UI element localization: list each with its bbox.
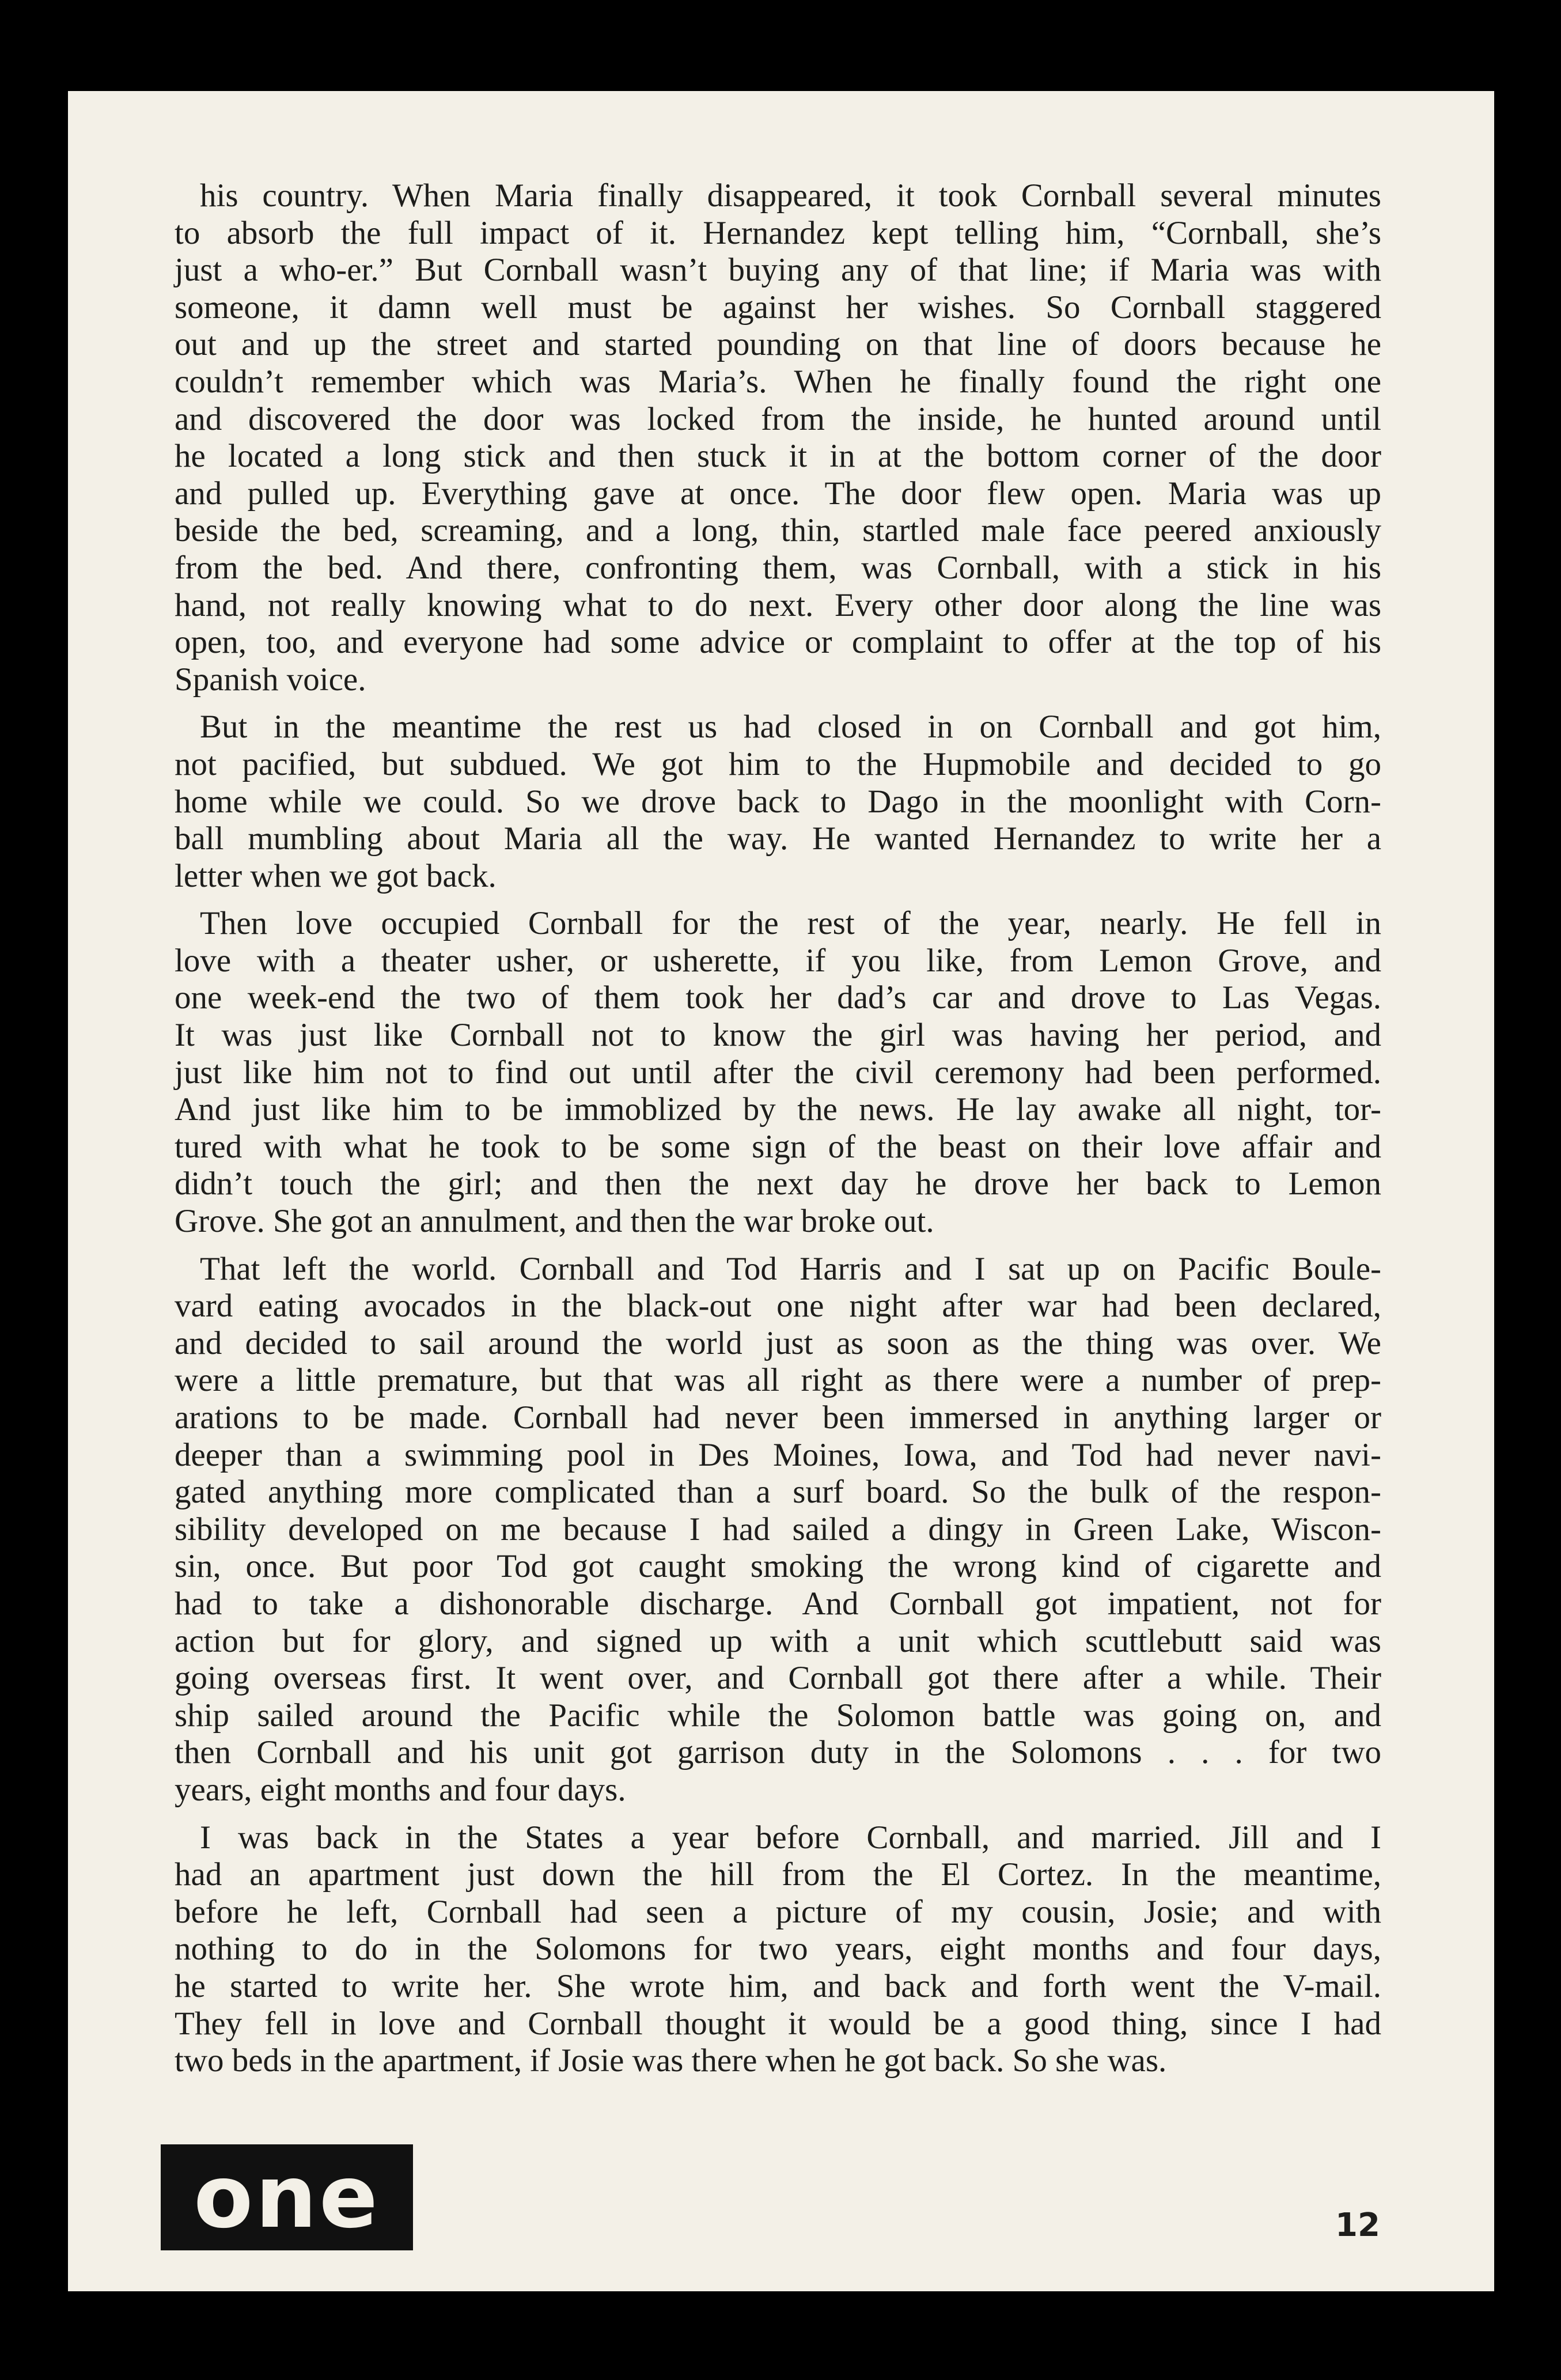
text-line: sibility developed on me because I had sailed a dingy in Green Lake, Wiscon- [175,1511,1381,1547]
text-line: couldn’t remember which was Maria’s. When he finally found the right one [175,363,1381,400]
text-line: nothing to do in the Solomons for two years, eight months and four days, [175,1931,1381,1967]
text-line: he located a long stick and then stuck it in at the bottom corner of the door [175,438,1381,475]
text-line: gated anything more complicated than a surf board. So the bulk of the respon- [175,1474,1381,1511]
text-line: They fell in love and Cornball thought it would be a good thing, since I had [175,2005,1381,2042]
paragraph [175,905,1381,1240]
text-line: Grove. She got an annulment, and then the war broke out. [175,1203,934,1240]
text-line: It was just like Cornball not to know the girl was having her period, and [175,1017,1381,1054]
text-line: someone, it damn well must be against her wishes. So Cornball staggered [175,289,1381,326]
text-line: and discovered the door was locked from the inside, he hunted around until [175,400,1381,437]
text-line: ball mumbling about Maria all the way. He wanted Hernandez to write her a [175,820,1381,857]
page-number: 12 [1335,2207,1380,2244]
text-line: going overseas first. It went over, and Cornball got there after a while. Their [175,1660,1381,1697]
logo-text: one [194,2147,380,2247]
text-line: letter when we got back. [175,857,497,894]
text-line: But in the meantime the rest us had closed in on Cornball and got him, [200,709,1381,746]
text-line: ship sailed around the Pacific while the Solomon battle was going on, and [175,1697,1381,1734]
text-line: love with a theater usher, or usherette, if you like, from Lemon Grove, and [175,942,1381,979]
text-line: hand, not really knowing what to do next. Every other door along the line was [175,587,1381,623]
text-line: arations to be made. Cornball had never been immersed in anything larger or [175,1399,1381,1436]
paragraph [175,1251,1381,1809]
magazine-logo [161,2144,413,2250]
text-line: didn’t touch the girl; and then the next day he drove her back to Lemon [175,1166,1381,1202]
text-line: beside the bed, screaming, and a long, thin, startled male face peered anxiously [175,512,1381,549]
text-line: Spanish voice. [175,661,366,698]
text-line: before he left, Cornball had seen a picture of my cousin, Josie; and with [175,1893,1381,1930]
text-line: he started to write her. She wrote him, and back and forth went the V-mail. [175,1967,1381,2004]
text-line: from the bed. And there, confronting them, was Cornball, with a stick in his [175,549,1381,586]
text-line: and pulled up. Everything gave at once. The door flew open. Maria was up [175,475,1381,512]
text-line: tured with what he took to be some sign of the beast on their love affair and [175,1128,1381,1165]
text-line: not pacified, but subdued. We got him to the Hupmobile and decided to go [175,746,1381,782]
text-line: open, too, and everyone had some advice or complaint to offer at the top of his [175,624,1381,661]
text-line: were a little premature, but that was all right as there were a number of prep- [175,1362,1381,1399]
text-line: action but for glory, and signed up with a unit which scuttlebutt said was [175,1622,1381,1659]
text-line: Then love occupied Cornball for the rest of the year, nearly. He fell in [200,905,1381,942]
paragraph [175,177,1381,698]
document-page [68,91,1494,2291]
text-line: vard eating avocados in the black-out one night after war had been declared, [175,1288,1381,1325]
text-line: had an apartment just down the hill from the El Cortez. In the meantime, [175,1856,1381,1893]
text-line: home while we could. So we drove back to Dago in the moonlight with Corn- [175,783,1381,820]
paragraph [175,1819,1381,2080]
text-line: just like him not to find out until after the civil ceremony had been performed. [175,1054,1381,1091]
body-text [175,177,1381,2090]
text-line: just a who-er.” But Cornball wasn’t buying any of that line; if Maria was with [175,252,1381,289]
text-line: And just like him to be immoblized by the news. He lay awake all night, tor- [175,1091,1381,1128]
text-line: one week-end the two of them took her dad’s car and drove to Las Vegas. [175,979,1381,1016]
text-line: then Cornball and his unit got garrison duty in the Solomons . . . for two [175,1734,1381,1771]
text-line: to absorb the full impact of it. Hernandez kept telling him, “Cornball, she’s [175,214,1381,251]
text-line: out and up the street and started pounding on that line of doors because he [175,326,1381,363]
paragraph [175,709,1381,895]
text-line: deeper than a swimming pool in Des Moines, Iowa, and Tod had never navi- [175,1436,1381,1473]
text-line: his country. When Maria finally disappeared, it took Cornball several minutes [200,177,1381,214]
text-line: had to take a dishonorable discharge. And Cornball got impatient, not for [175,1585,1381,1622]
text-line: sin, once. But poor Tod got caught smoking the wrong kind of cigarette and [175,1548,1381,1585]
text-line: That left the world. Cornball and Tod Harris and I sat up on Pacific Boule- [200,1250,1381,1287]
text-line: two beds in the apartment, if Josie was there when he got back. So she was. [175,2042,1167,2079]
text-line: and decided to sail around the world just as soon as the thing was over. We [175,1325,1381,1361]
text-line: I was back in the States a year before Cornball, and married. Jill and I [200,1819,1381,1856]
text-line: years, eight months and four days. [175,1771,626,1808]
